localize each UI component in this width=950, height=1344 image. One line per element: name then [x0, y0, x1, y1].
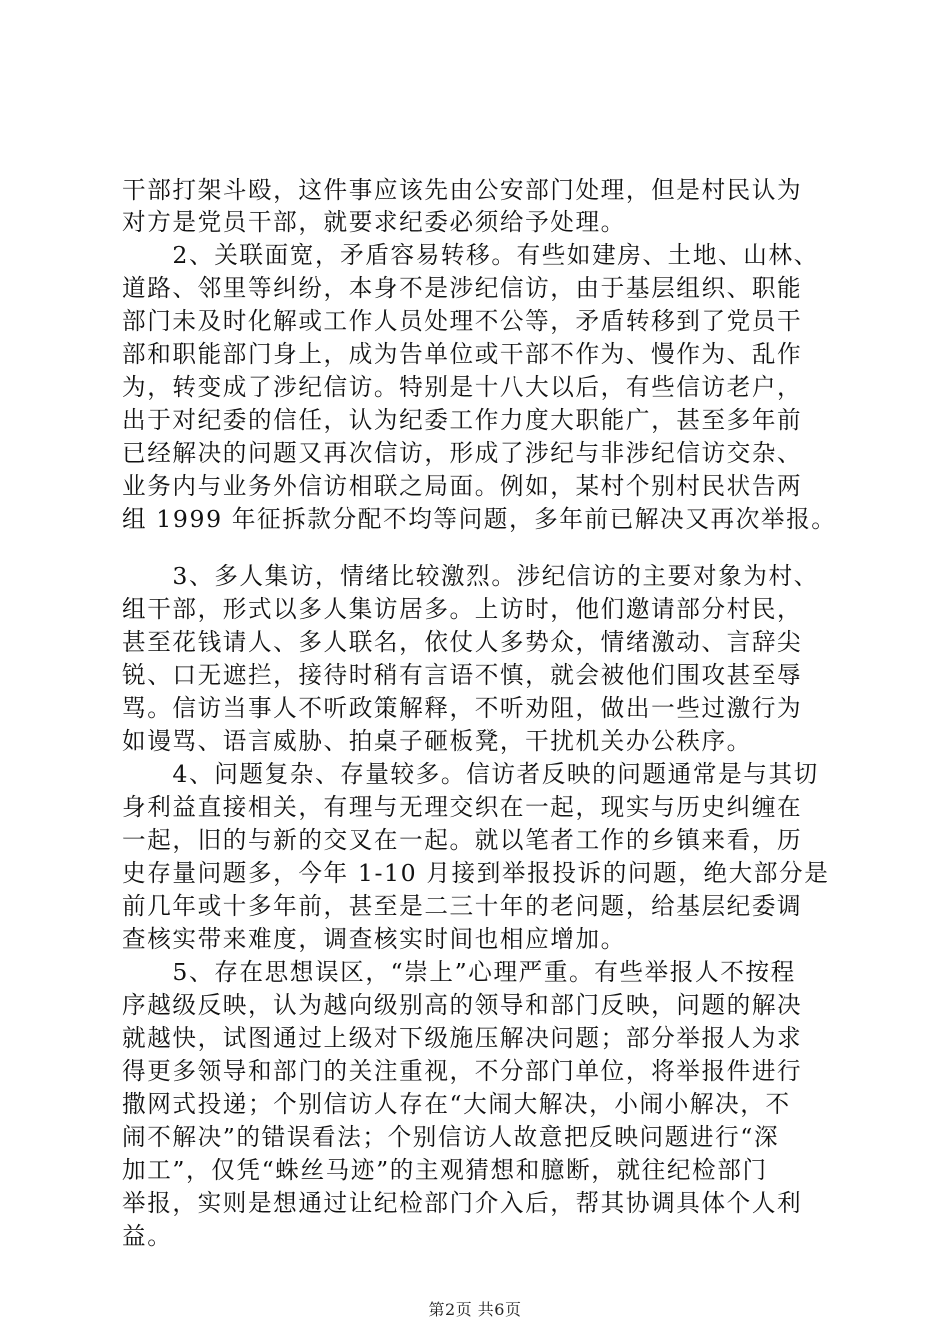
text-line: 对方是党员干部，就要求纪委必须给予处理。 — [122, 208, 626, 236]
text-line: 2、关联面宽，矛盾容易转移。有些如建房、土地、山林、 — [122, 241, 819, 269]
page-number-footer: 第2页 共6页 — [428, 1300, 522, 1319]
text-line: 业务内与业务外信访相联之局面。例如，某村个别村民状告两 — [122, 472, 803, 500]
text-line: 举报，实则是想通过让纪检部门介入后，帮其协调具体个人利 — [122, 1189, 803, 1217]
text-line: 加工”，仅凭“蛛丝马迹”的主观猜想和臆断，就往纪检部门 — [122, 1156, 768, 1184]
text-line: 甚至花钱请人、多人联名，依仗人多势众，情绪激动、言辞尖 — [122, 628, 803, 656]
text-line: 序越级反映，认为越向级别高的领导和部门反映，问题的解决 — [122, 991, 803, 1019]
text-line: 得更多领导和部门的关注重视，不分部门单位，将举报件进行 — [122, 1057, 803, 1085]
text-line: 一起，旧的与新的交叉在一起。就以笔者工作的乡镇来看，历 — [122, 826, 803, 854]
text-line: 部和职能部门身上，成为告单位或干部不作为、慢作为、乱作 — [122, 340, 803, 368]
text-line: 史存量问题多，今年 1-10 月接到举报投诉的问题，绝大部分是 — [122, 859, 830, 887]
text-line: 前几年或十多年前，甚至是二三十年的老问题，给基层纪委调 — [122, 892, 803, 920]
text-line: 5、存在思想误区，“崇上”心理严重。有些举报人不按程 — [122, 958, 796, 986]
text-line: 就越快，试图通过上级对下级施压解决问题；部分举报人为求 — [122, 1024, 803, 1052]
text-line: 道路、邻里等纠纷，本身不是涉纪信访，由于基层组织、职能 — [122, 274, 803, 302]
text-line: 已经解决的问题又再次信访，形成了涉纪与非涉纪信访交杂、 — [122, 439, 803, 467]
text-line: 身利益直接相关，有理与无理交织在一起，现实与历史纠缠在 — [122, 793, 803, 821]
text-line: 部门未及时化解或工作人员处理不公等，矛盾转移到了党员干 — [122, 307, 803, 335]
text-line: 查核实带来难度，调查核实时间也相应增加。 — [122, 925, 626, 953]
text-line: 闹不解决”的错误看法；个别信访人故意把反映问题进行“深 — [122, 1123, 780, 1151]
text-line: 锐、口无遮拦，接待时稍有言语不慎，就会被他们围攻甚至辱 — [122, 661, 803, 689]
text-line: 3、多人集访，情绪比较激烈。涉纪信访的主要对象为村、 — [122, 562, 819, 590]
text-line: 干部打架斗殴，这件事应该先由公安部门处理，但是村民认为 — [122, 176, 803, 204]
text-line: 撒网式投递；个别信访人存在“大闹大解决，小闹小解决，不 — [122, 1090, 791, 1118]
text-line: 为，转变成了涉纪信访。特别是十八大以后，有些信访老户， — [122, 373, 803, 401]
text-line: 组 1999 年征拆款分配不均等问题，多年前已解决又再次举报。 — [122, 505, 837, 533]
text-line: 益。 — [122, 1222, 173, 1250]
text-line: 组干部，形式以多人集访居多。上访时，他们邀请部分村民， — [122, 595, 803, 623]
text-line: 出于对纪委的信任，认为纪委工作力度大职能广，甚至多年前 — [122, 406, 803, 434]
text-line: 骂。信访当事人不听政策解释，不听劝阻，做出一些过激行为 — [122, 694, 803, 722]
text-line: 4、问题复杂、存量较多。信访者反映的问题通常是与其切 — [122, 760, 819, 788]
text-line: 如谩骂、语言威胁、拍桌子砸板凳，干扰机关办公秩序。 — [122, 727, 752, 755]
